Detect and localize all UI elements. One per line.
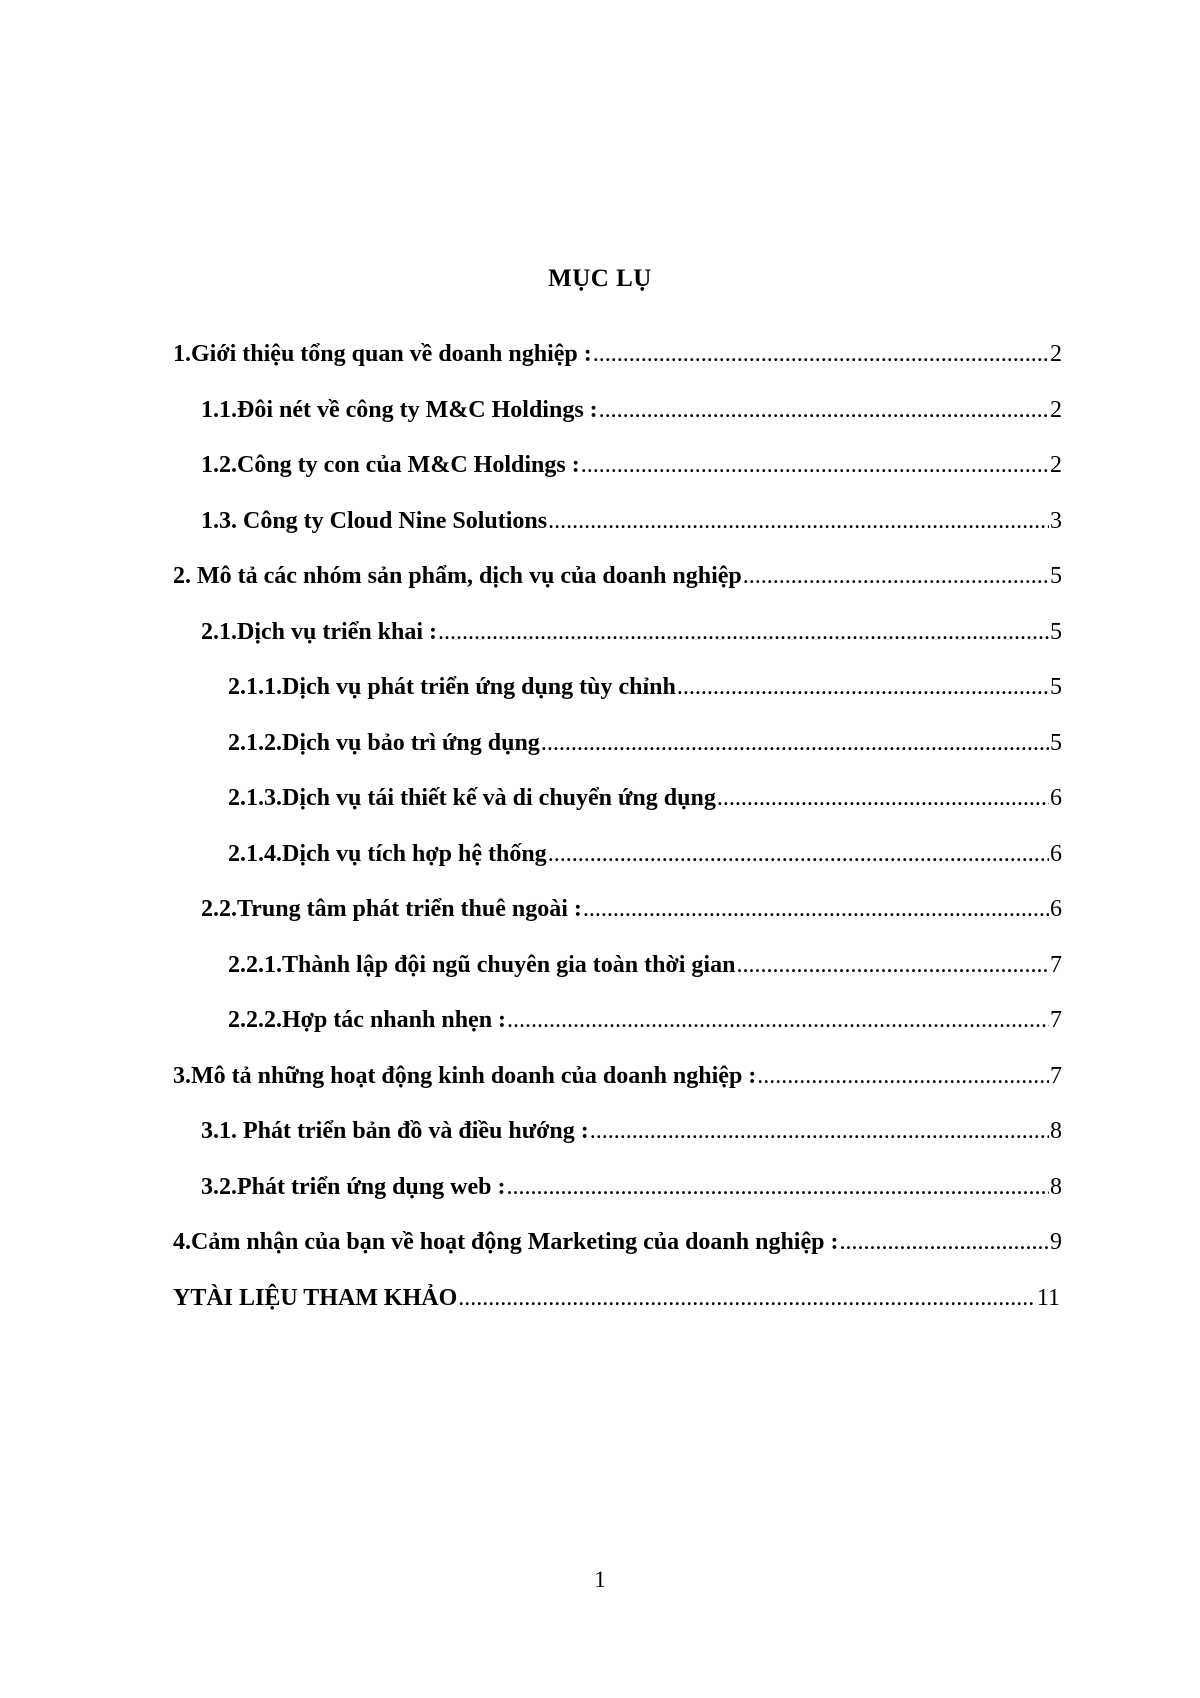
toc-entry-label: 2.2.2.Hợp tác nhanh nhẹn : bbox=[228, 1007, 507, 1034]
toc-page-number: 2 bbox=[1050, 341, 1062, 368]
toc-entry[interactable] bbox=[0, 438, 1200, 494]
toc-entry-label: 2.1.4.Dịch vụ tích hợp hệ thống bbox=[228, 840, 547, 867]
toc-entry-label: 1.2.Công ty con của M&C Holdings : bbox=[201, 452, 580, 479]
page-number-footer: 1 bbox=[594, 1567, 606, 1592]
toc-dot-leader bbox=[599, 397, 1049, 424]
toc-page-number: 5 bbox=[1050, 563, 1062, 590]
toc-entry[interactable] bbox=[0, 549, 1200, 605]
toc-page-number: 3 bbox=[1050, 507, 1062, 534]
toc-entry[interactable] bbox=[0, 383, 1200, 439]
toc-dot-leader bbox=[717, 785, 1049, 812]
toc-title: MỤC LỤ bbox=[548, 265, 652, 292]
toc-entry-label: 2.2.Trung tâm phát triển thuê ngoài : bbox=[201, 896, 582, 923]
toc-entry[interactable] bbox=[0, 1215, 1200, 1271]
toc-dot-leader bbox=[736, 952, 1049, 979]
toc-dot-leader bbox=[583, 896, 1049, 923]
toc-page-number: 5 bbox=[1050, 618, 1062, 645]
toc-entry-label: YTÀI LIỆU THAM KHẢO bbox=[173, 1284, 458, 1311]
toc-page-number: 9 bbox=[1050, 1229, 1062, 1256]
toc-entry[interactable] bbox=[0, 494, 1200, 550]
toc-entry[interactable] bbox=[0, 771, 1200, 827]
toc-dot-leader bbox=[506, 1174, 1049, 1201]
toc-entry[interactable] bbox=[0, 1104, 1200, 1160]
toc-page-number: 2 bbox=[1050, 452, 1062, 479]
toc-page-number: 6 bbox=[1050, 896, 1062, 923]
toc-page-number: 7 bbox=[1050, 1062, 1062, 1089]
table-of-contents bbox=[0, 327, 1200, 1326]
toc-page-number: 6 bbox=[1050, 785, 1062, 812]
toc-entry-label: 3.Mô tả những hoạt động kinh doanh của doanh nghiệp : bbox=[173, 1062, 757, 1089]
toc-entry-label: 2.1.3.Dịch vụ tái thiết kế và di chuyển ứng dụng bbox=[228, 785, 716, 812]
toc-entry-label: 1.1.Đôi nét về công ty M&C Holdings : bbox=[201, 396, 598, 423]
toc-dot-leader bbox=[548, 508, 1049, 535]
toc-entry[interactable] bbox=[0, 993, 1200, 1049]
toc-dot-leader bbox=[458, 1285, 1036, 1312]
toc-dot-leader bbox=[743, 563, 1049, 590]
toc-entry[interactable] bbox=[0, 1160, 1200, 1216]
toc-entry[interactable] bbox=[0, 938, 1200, 994]
toc-page-number: 5 bbox=[1050, 729, 1062, 756]
toc-entry-label: 3.1. Phát triển bản đồ và điều hướng : bbox=[201, 1118, 589, 1145]
toc-page-number: 8 bbox=[1050, 1118, 1062, 1145]
toc-dot-leader bbox=[677, 674, 1049, 701]
toc-entry-label: 2.1.Dịch vụ triển khai : bbox=[201, 618, 438, 645]
toc-entry[interactable] bbox=[0, 716, 1200, 772]
toc-dot-leader bbox=[507, 1007, 1049, 1034]
toc-entry[interactable] bbox=[0, 1049, 1200, 1105]
toc-page-number: 7 bbox=[1050, 951, 1062, 978]
toc-page-number: 6 bbox=[1050, 840, 1062, 867]
toc-entry[interactable] bbox=[0, 882, 1200, 938]
toc-entry[interactable] bbox=[0, 660, 1200, 716]
toc-entry-label: 2.1.2.Dịch vụ bảo trì ứng dụng bbox=[228, 729, 540, 756]
toc-entry[interactable] bbox=[0, 1271, 1200, 1327]
toc-entry[interactable] bbox=[0, 605, 1200, 661]
toc-entry-label: 1.3. Công ty Cloud Nine Solutions bbox=[201, 507, 548, 534]
toc-entry-label: 2.1.1.Dịch vụ phát triển ứng dụng tùy chỉnh bbox=[228, 674, 676, 701]
toc-entry-label: 1.Giới thiệu tổng quan về doanh nghiệp : bbox=[173, 341, 592, 368]
toc-dot-leader bbox=[581, 452, 1049, 479]
toc-page-number: 5 bbox=[1050, 674, 1062, 701]
toc-page-number: 8 bbox=[1050, 1173, 1062, 1200]
toc-entry-label: 3.2.Phát triển ứng dụng web : bbox=[201, 1173, 506, 1200]
toc-dot-leader bbox=[548, 841, 1049, 868]
toc-entry-label: 2.2.1.Thành lập đội ngũ chuyên gia toàn thời gian bbox=[228, 951, 736, 978]
toc-dot-leader bbox=[438, 619, 1049, 646]
toc-entry[interactable] bbox=[0, 827, 1200, 883]
toc-entry-label: 2. Mô tả các nhóm sản phẩm, dịch vụ của doanh nghiệp bbox=[173, 563, 742, 590]
toc-page-number: 2 bbox=[1050, 396, 1062, 423]
toc-dot-leader bbox=[757, 1063, 1049, 1090]
toc-page-number: 11 bbox=[1036, 1284, 1060, 1311]
toc-page-number: 7 bbox=[1050, 1007, 1062, 1034]
toc-dot-leader bbox=[541, 730, 1049, 757]
toc-dot-leader bbox=[590, 1118, 1049, 1145]
toc-entry-label: 4.Cảm nhận của bạn về hoạt động Marketing của doanh nghiệp : bbox=[173, 1229, 839, 1256]
toc-entry[interactable] bbox=[0, 327, 1200, 383]
toc-dot-leader bbox=[839, 1229, 1049, 1256]
toc-dot-leader bbox=[593, 341, 1049, 368]
